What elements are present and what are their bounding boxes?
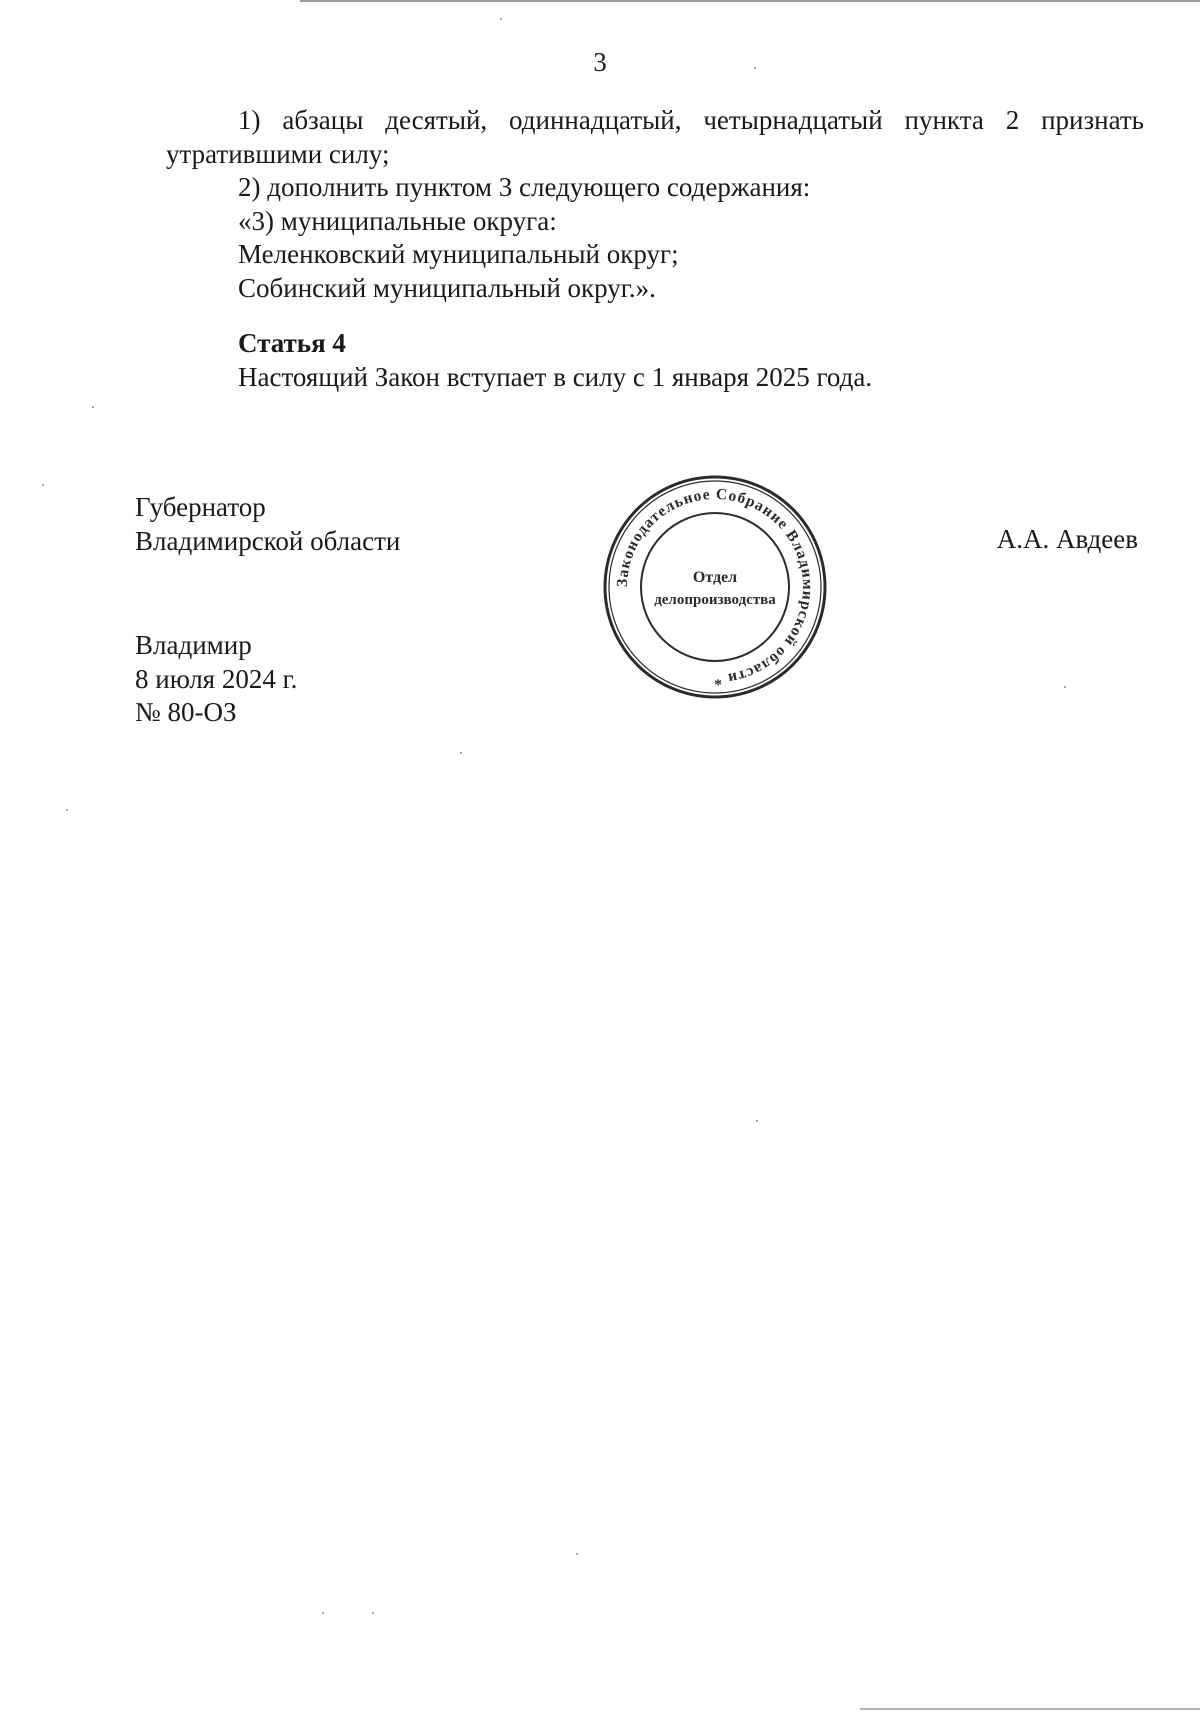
seal-center-line-1: Отдел	[692, 569, 738, 586]
law-body	[166, 104, 1144, 394]
issue-city: Владимир	[135, 630, 252, 660]
district-line: Меленковский муниципальный округ;	[238, 239, 679, 269]
scan-edge-bottom	[860, 1708, 1200, 1710]
seal-outer-ring	[605, 477, 825, 697]
seal-inner-ring	[641, 513, 789, 661]
scan-speck	[322, 1612, 324, 1614]
scan-speck	[756, 1120, 758, 1122]
page-number: 3	[593, 47, 607, 77]
article-text: Настоящий Закон вступает в силу с 1 января 2025 года.	[238, 361, 873, 392]
scan-edge-top	[300, 0, 1200, 2]
scan-speck	[460, 752, 462, 754]
scan-speck	[1064, 686, 1066, 688]
signatory-name: А.А. Авдеев	[996, 524, 1138, 554]
scan-speck	[92, 406, 94, 408]
district-line: Собинский муниципальный округ.».	[238, 272, 656, 303]
scan-speck	[576, 1553, 578, 1555]
issue-date: 8 июля 2024 г.	[135, 663, 298, 694]
scan-speck	[66, 809, 68, 811]
seal-center-line-2: делопроизводства	[654, 592, 776, 608]
seal-ring-text: Законодательное Собрание Владимирской области *	[613, 485, 817, 689]
amendment-quote: «3) муниципальные округа:	[238, 205, 557, 236]
scan-speck	[500, 18, 502, 20]
amendment-item-2: 2) дополнить пунктом 3 следующего содержания:	[238, 172, 811, 202]
scan-speck	[42, 484, 44, 486]
article-heading: Статья 4	[238, 328, 346, 358]
issue-details	[135, 629, 297, 730]
official-seal	[600, 472, 830, 702]
signatory-region: Владимирской области	[135, 525, 401, 556]
signatory-position: Губернатор	[135, 492, 266, 522]
issue-number: № 80-ОЗ	[135, 697, 237, 727]
signatory-title	[135, 491, 400, 558]
amendment-item-1: 1) абзацы десятый, одиннадцатый, четырнадцатый пункта 2 признать утратившими силу;	[166, 105, 1144, 169]
scan-speck	[372, 1612, 374, 1614]
